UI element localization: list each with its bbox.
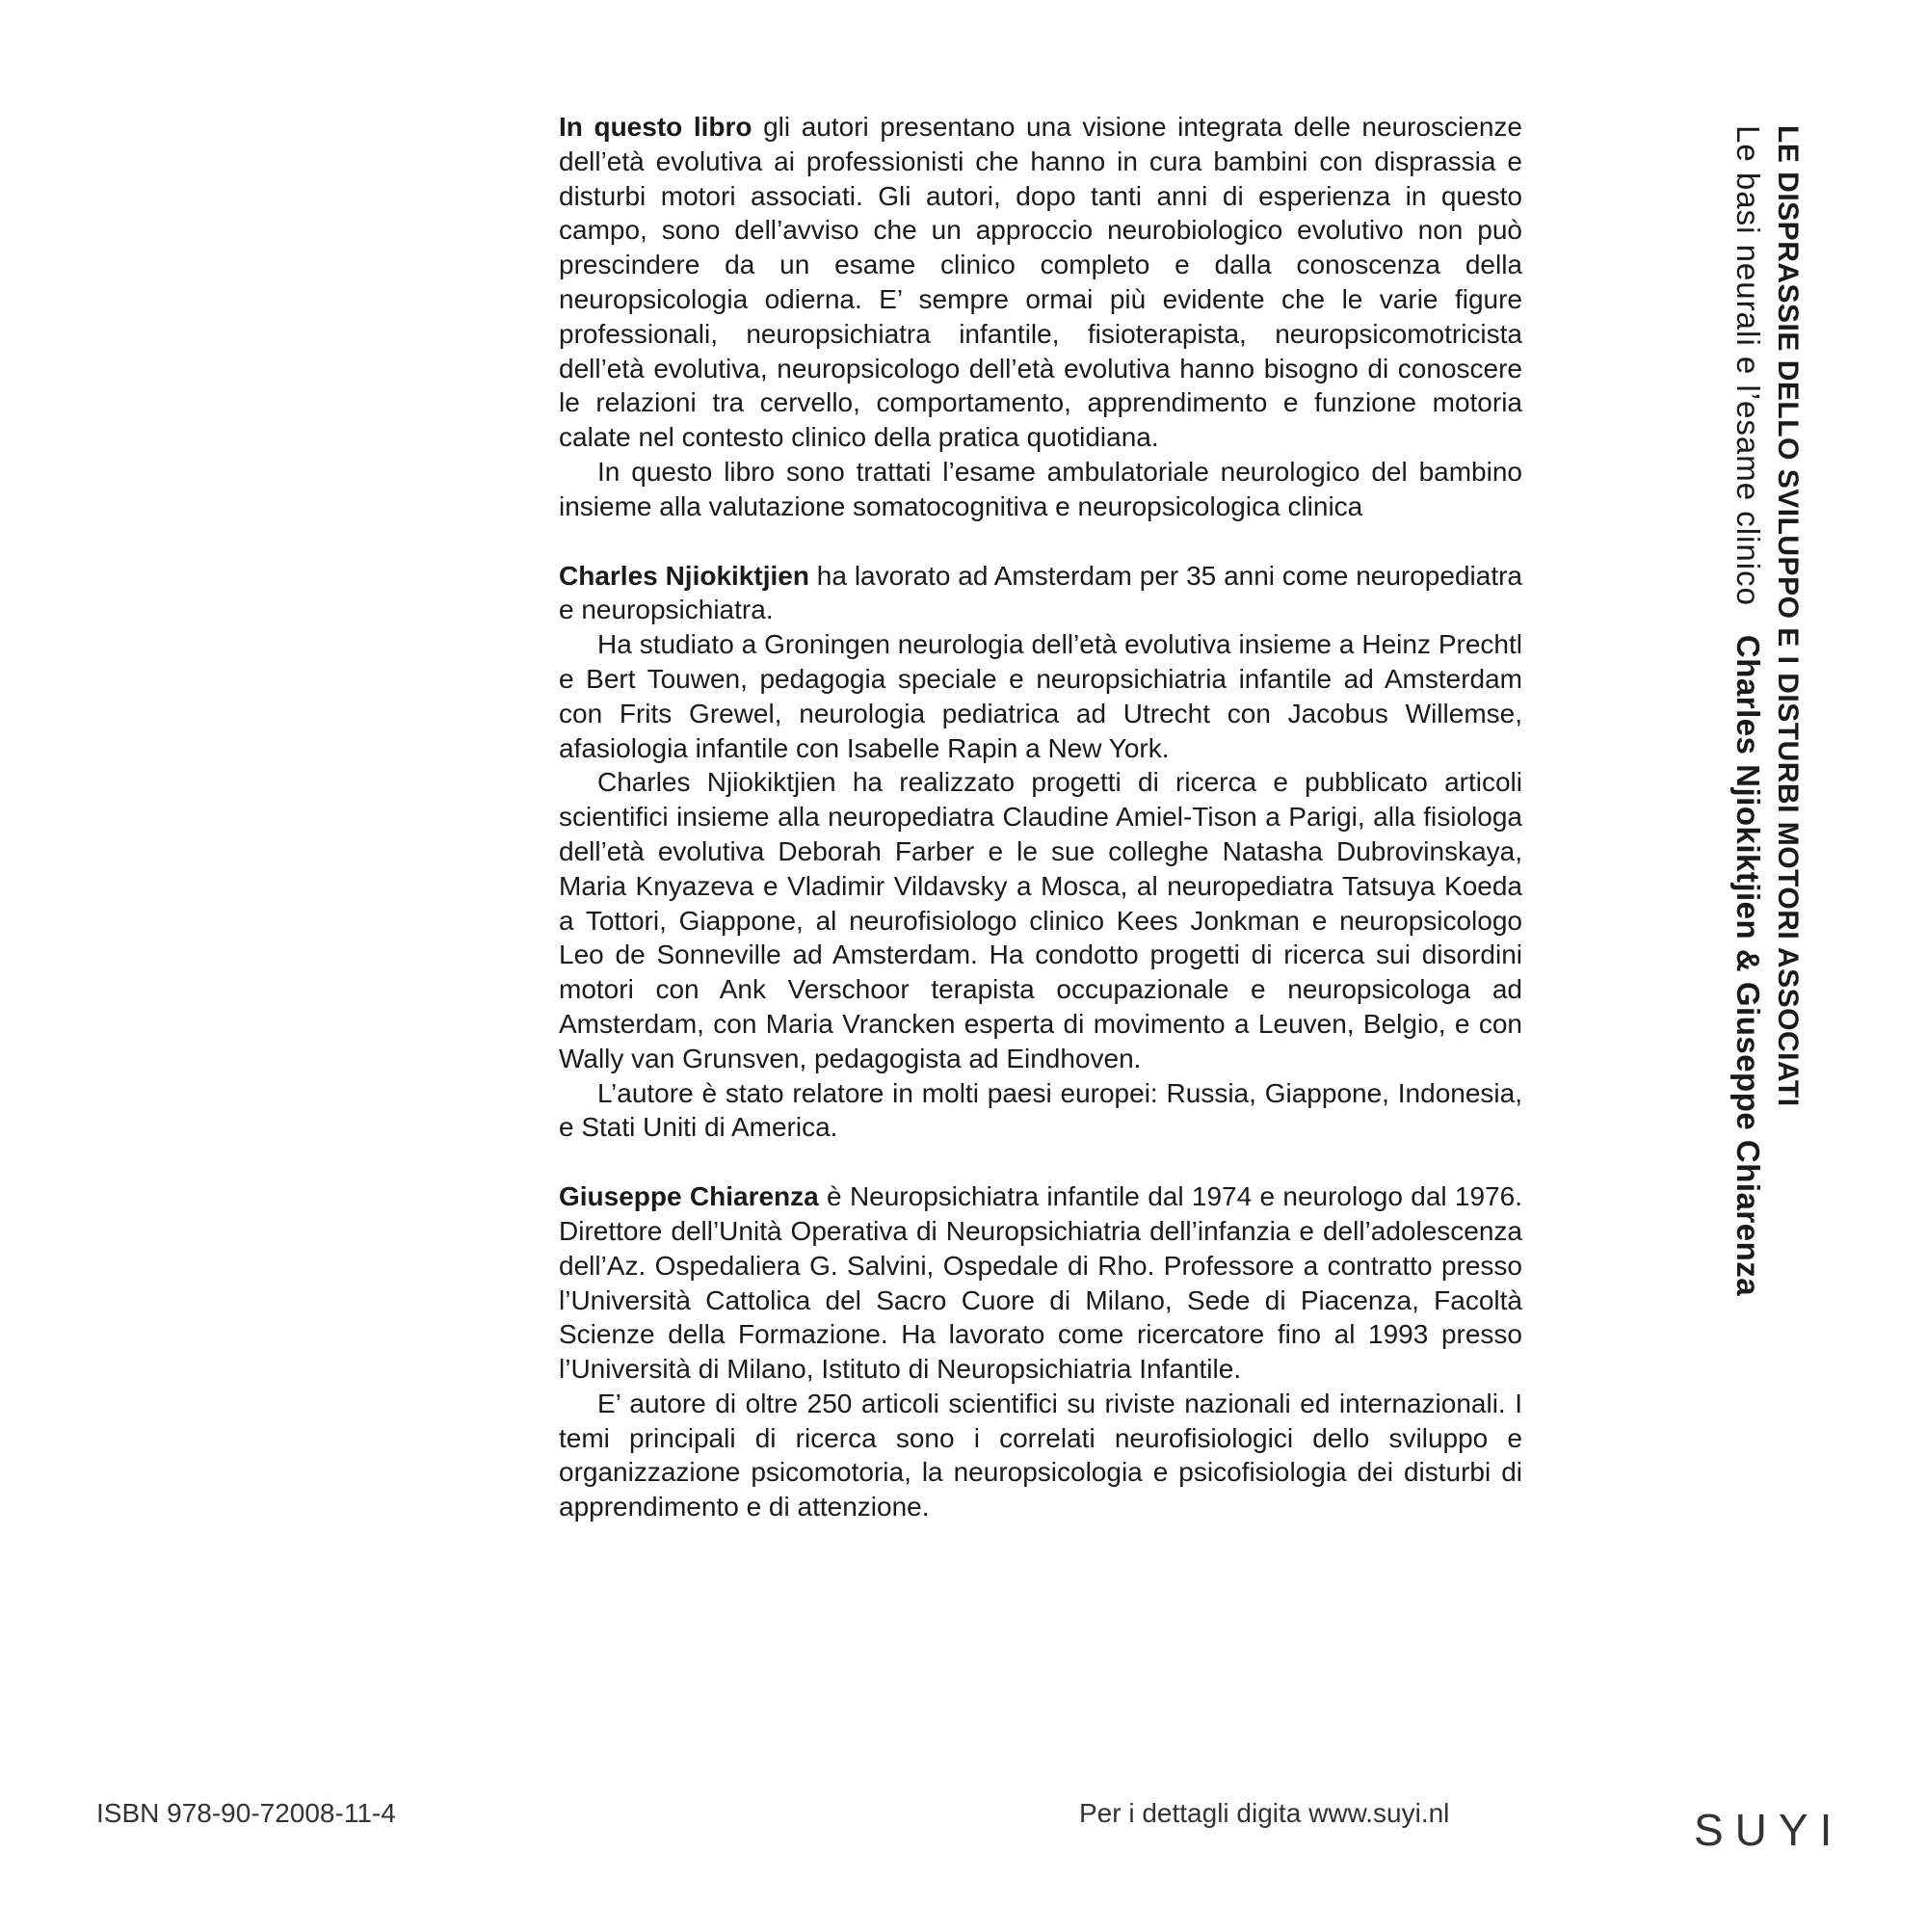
author1-section (559, 559, 1522, 1146)
intro-lead: In questo libro (559, 112, 752, 142)
author2-paragraph-1 (559, 1179, 1522, 1387)
spine-authors: Charles Njiokiktjien & Giuseppe Chiarenza (1730, 634, 1766, 1297)
details-link-text: Per i dettagli digita www.suyi.nl (1079, 1798, 1450, 1828)
author1-paragraph-1 (559, 559, 1522, 628)
author2-text-1: è Neuropsichiatra infantile dal 1974 e neurologo dal 1976. Direttore dell’Unità Operativa di Neuropsichiatria dell’infanzia e dell’adolescenza dell’Az. Ospedaliera G. Salvini, Ospedale di Rho. Professore a contratto presso l’Università Cattolica del Sacro Cuore di Milano, Sede di Piacenza, Facoltà Scienze della Formazione. Ha lavorato come ricercatore fino al 1993 presso l’Università di Milano, Istituto di Neuropsichiatria Infantile. (559, 1181, 1523, 1385)
spine (1728, 125, 1807, 1715)
author1-paragraph-3: Charles Njiokiktjien ha realizzato progetti di ricerca e pubblicato articoli scientifici insieme alla neuropediatra Claudine Amiel-Tison a Parigi, alla fisiologa dell’età evolutiva Deborah Farber e le sue colleghe Natasha Dubrovinskaya, Maria Knyazeva e Vladimir Vildavsky a Mosca, al neuropediatra Tatsuya Koeda a Tottori, Giappone, al neurofisiologo clinico Kees Jonkman e neuropsicologo Leo de Sonneville ad Amsterdam. Ha condotto progetti di ricerca sui disordini motori con Ank Verschoor terapista occupazionale e neuropsicologa ad Amsterdam, con Maria Vrancken esperta di movimento a Leuven, Belgio, e con Wally van Grunsven, pedagogista ad Eindhoven. (559, 767, 1522, 1073)
intro-paragraph-1 (559, 110, 1522, 455)
author1-paragraph-2: Ha studiato a Groningen neurologia dell’età evolutiva insieme a Heinz Prechtl e Bert Touwen, pedagogia speciale e neuropsichiatria infantile ad Amsterdam con Frits Grewel, neurologia pediatrica ad Utrecht con Jacobus Willemse, afasiologia infantile con Isabelle Rapin a New York. (559, 629, 1522, 763)
author2-section (559, 1179, 1522, 1524)
intro-section (559, 110, 1522, 524)
author1-name: Charles Njiokiktjien (559, 560, 809, 591)
spine-line2 (1728, 125, 1768, 1715)
spine-subtitle: Le basi neurali e l’esame clinico (1730, 125, 1766, 606)
isbn: ISBN 978-90-72008-11-4 (96, 1798, 396, 1828)
intro-paragraph-2: In questo libro sono trattati l’esame ambulatoriale neurologico del bambino insieme alla valutazione somatocognitiva e neuropsicologica clinica (559, 456, 1522, 521)
author2-name: Giuseppe Chiarenza (559, 1181, 819, 1212)
intro-text-1: gli autori presentano una visione integrata delle neuroscienze dell’età evolutiva ai professionisti che hanno in cura bambini con disprassia e disturbi motori associati. Gli autori, dopo tanti anni di esperienza in questo campo, sono dell’avviso che un approccio neurobiologico evolutivo non può prescindere da un esame clinico completo e dalla conoscenza della neuropsicologia odierna. E’ sempre ormai più evidente che le varie figure professionali, neuropsichiatra infantile, fisioterapista, neuropsicomotricista dell’età evolutiva, neuropsicologo dell’età evolutiva hanno bisogno di conoscere le relazioni tra cervello, comportamento, apprendimento e funzione motoria calate nel contesto clinico della pratica quotidiana. (559, 112, 1522, 453)
publisher-logo: SUYI (1694, 1805, 1844, 1855)
spine-title: LE DISPRASSIE DELLO SVILUPPO E I DISTURBI MOTORI ASSOCIATI (1772, 125, 1804, 1107)
author1-text-1: ha lavorato ad Amsterdam per 35 anni come neuropediatra e neuropsichiatra. (559, 560, 1522, 625)
back-cover-text (559, 110, 1522, 1559)
author1-paragraph-4: L’autore è stato relatore in molti paesi europei: Russia, Giappone, Indonesia, e Stati Uniti di America. (559, 1077, 1522, 1143)
author2-paragraph-2: E’ autore di oltre 250 articoli scientifici su riviste nazionali ed internazionali. I temi principali di ricerca sono i correlati neurofisiologici dello sviluppo e organizzazione psicomotoria, la neuropsicologia e psicofisiologia dei disturbi di apprendimento e di attenzione. (559, 1388, 1522, 1522)
